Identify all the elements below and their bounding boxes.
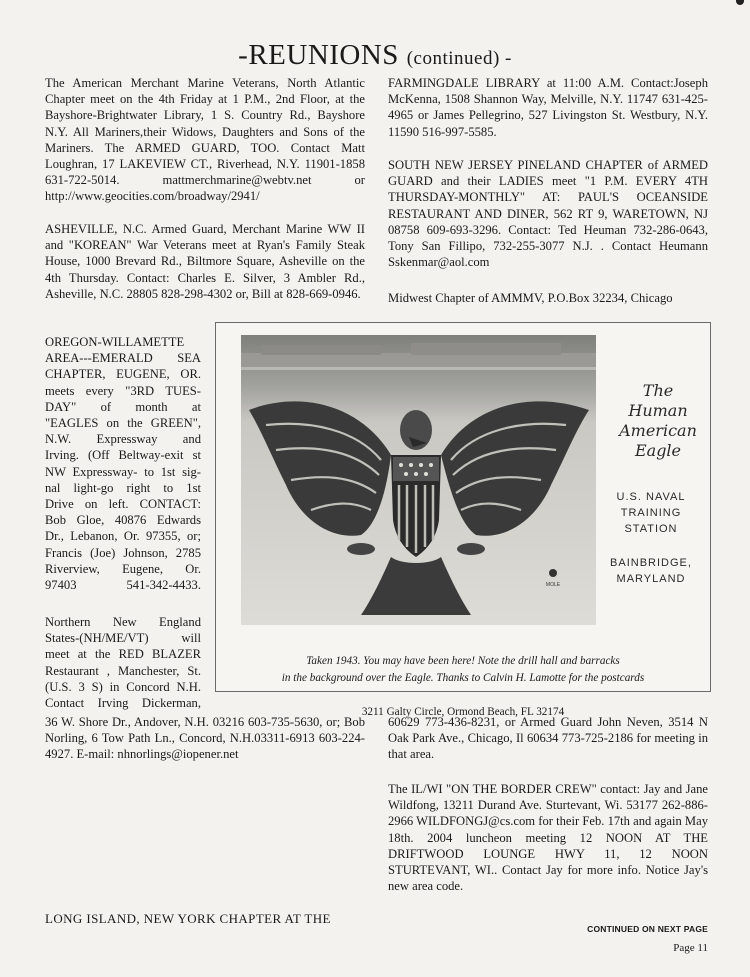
article-north-atlantic: The American Merchant Marine Veterans, North Atlantic Chapter meet on the 4th Friday at 1 P.M., 2nd Floor, at the Bayshore-Brightwater Library, 1 S. Country Rd., Bayshore N.Y. All Mariners,their Widows, Daughters and Sons of the Mariners. The ARMED GUARD, TOO. Contact Matt Loughran, 17 LAKEVIEW CT., Riverhead, N.Y. 11901-1858 631-722-5014. mattmerchmarine@webtv.net or http://www.geocities.com/broadway/2941/	[45, 76, 365, 204]
article-new-england-bottom: 36 W. Shore Dr., Andover, N.H. 03216 603-735-5630, or; Bob Norling, 6 Tow Path Ln., Concord, N.H.03311-6913 603-224-4927. E-mail: nhnorlings@iopener.net	[45, 715, 365, 762]
handwritten-title: The Human American Eagle	[619, 381, 697, 460]
article-border-crew: The IL/WI "ON THE BORDER CREW" contact: Jay and Jane Wildfong, 13211 Durand Ave. Sturtevant, Wi. 53177 262-886-2966 WILDFONGJ@cs.com for their Feb. 17th and again May 18th. 2004 luncheon meeting 12 NOON AT THE DRIFTWOOD LOUNGE HWY 11, 12 NOON STURTEVANT, WI.. Contact Jay for more info. Notice Jay's new area code.	[388, 782, 708, 894]
article-oregon: OREGON-WILLAMETTE AREA---EMERALD SEA CHAPTER, EUGENE, OR. meets every "3RD TUES- DAY" of month at "EAGLES on the GREEN", N.W. Expressway and Irving. (Off Beltway-exit st NW Expressway- to 1st sig- nal light-go right to 1st Drive on left. CONTACT: Bob Gloe, 40876 Edwards Dr., Lebanon, Or. 97355, or; Francis (Joe) Johnson, 2785 Riverview, Eugene, Or. 97403 541-342-4433.	[45, 335, 201, 593]
page-number: Page 11	[673, 942, 708, 954]
caption-address: 3211 Galty Circle, Ormond Beach, FL 32174	[361, 706, 565, 718]
continued-note: CONTINUED ON NEXT PAGE	[587, 924, 708, 934]
eagle-postcard-figure	[215, 322, 711, 718]
article-farmingdale: FARMINGDALE LIBRARY at 11:00 A.M. Contact:Joseph McKenna, 1508 Shannon Way, Melville, N.Y. 11747 631-425-4965 or James Pellegrino, 527 Livingston St. Westbury, N.Y. 11590 516-997-5585.	[388, 76, 708, 139]
location-label: BAINBRIDGE, MARYLAND	[610, 557, 692, 585]
caption-italic: Taken 1943. You may have been here! Note the drill hall and barracks in the background over the Eagle. Thanks to Calvin H. Lamotte for the postcards	[281, 655, 645, 684]
station-label: U.S. NAVAL TRAINING STATION	[616, 491, 686, 535]
title-main: -REUNIONS	[238, 39, 399, 71]
page-title	[0, 38, 750, 76]
mole-mark: MOLE	[545, 582, 561, 588]
article-long-island: LONG ISLAND, NEW YORK CHAPTER AT THE	[45, 911, 331, 926]
article-midwest-top: Midwest Chapter of AMMMV, P.O.Box 32234, Chicago	[388, 291, 673, 305]
article-asheville: ASHEVILLE, N.C. Armed Guard, Merchant Marine WW II and "KOREAN" War Veterans meet at Ryan's Family Steak House, 1000 Brevard Rd., Biltmore Square, Asheville on the 4th Thursday. Contact: Charles E. Silver, 3 Ambler Rd., Asheville, N.C. 28805 828-298-4302 or, Bill at 828-669-0946.	[45, 222, 365, 301]
article-new-england-top: Northern New England States-(NH/ME/VT) will meet at the RED BLAZER Restaurant , Manchester, St. (U.S. 3 S) in Concord N.H. Contact Irving Dickerman,	[45, 615, 201, 711]
title-suffix: (continued) -	[406, 48, 512, 69]
article-midwest-bottom: 60629 773-436-8231, or Armed Guard John Neven, 3514 N Oak Park Ave., Chicago, Il 60634 773-725-2186 for meeting in that area.	[388, 715, 708, 762]
human-eagle-illustration	[241, 335, 596, 625]
eagle-photo	[241, 335, 596, 625]
figure-caption	[216, 636, 710, 738]
corner-mark	[736, 0, 744, 5]
article-south-jersey: SOUTH NEW JERSEY PINELAND CHAPTER of ARMED GUARD and their LADIES meet "1 P.M. EVERY 4TH THURSDAY-MONTHLY" AT: PAUL'S OCEANSIDE RESTAURANT AND DINER, 562 RT 9, WARETOWN, NJ 08758 609-693-3296. Contact: Ted Heuman 732-286-0643, Tony San Fillipo, 732-255-3077 N.J. . Contact Heumann Sskenmar@aol.com	[388, 158, 708, 270]
